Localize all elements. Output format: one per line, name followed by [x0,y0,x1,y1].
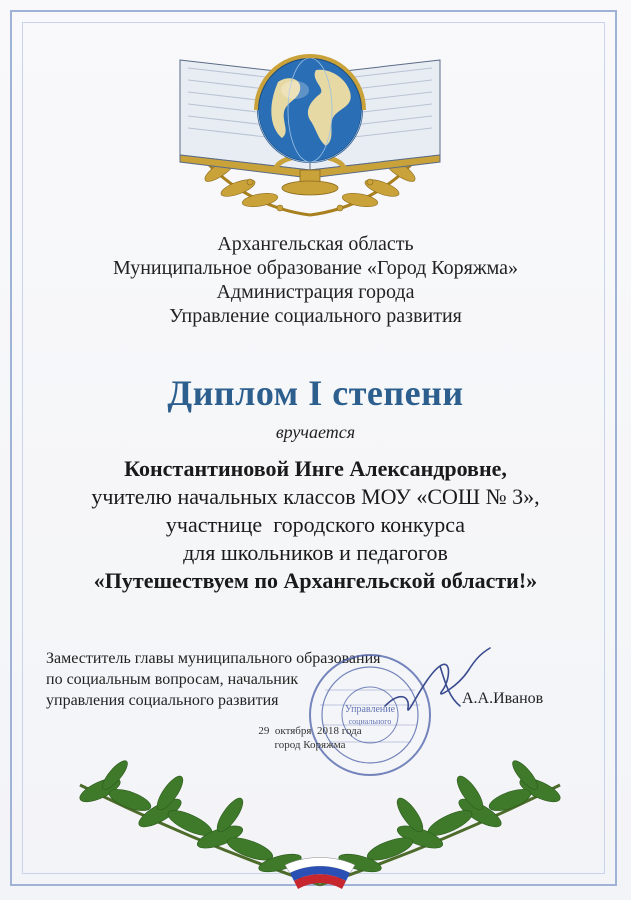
recipient-block [0,455,631,595]
laurel-branch-icon [60,745,580,895]
issue-date: 29 октября 2018 года [258,725,362,737]
issue-place: город Коряжма [274,739,346,751]
signatory-position-line3: управления социального развития [46,692,279,709]
contest-audience: для школьников и педагогов [183,540,448,565]
svg-text:социального: социального [348,717,392,726]
awarded-label: вручается [275,422,356,442]
municipality-line: Муниципальное образование «Город Коряжма» [112,257,519,279]
header-block [0,232,631,328]
signatory-position-line1: Заместитель главы муниципального образования [46,650,381,667]
recipient-role: учителю начальных классов МОУ «СОШ № 3», [91,484,540,509]
recipient-name: Константиновой Инге Александровне, [124,456,507,481]
svg-text:Управление: Управление [344,704,396,715]
administration-line: Администрация города [216,281,415,303]
signatory-name: А.А.Иванов [462,690,544,707]
recipient-participation: участнице городского конкурса [165,512,466,537]
contest-title: «Путешествуем по Архангельской области!» [93,568,538,593]
handwritten-signature-icon [380,636,500,726]
region-line: Архангельская область [217,233,414,255]
signatory-position-line2: по социальным вопросам, начальник [46,671,299,688]
book-globe-emblem-icon [160,20,460,225]
department-line: Управление социального развития [169,305,462,327]
diploma-title: Диплом I степени [167,373,464,413]
